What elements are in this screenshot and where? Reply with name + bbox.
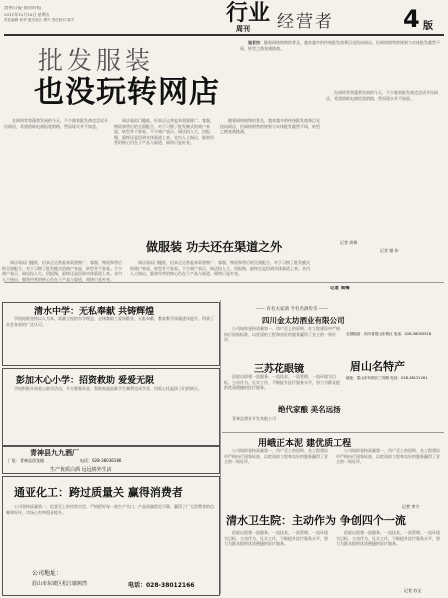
ad-address: 厂址：青神县西龙镇	[8, 458, 44, 463]
article5-body-2: 公司始终坚持质量第一、用户至上的原则，在工程建设中严格执行国家标准，以优质的工程和良好的服务赢得了业主的一致好评。	[336, 448, 440, 465]
date-line: 2011年12月16日 星期五	[4, 12, 50, 17]
editor-note-label: 编者按：	[248, 40, 264, 45]
article4-address-label: 公司地址：	[32, 570, 63, 577]
ad-slogan: 生产优质白酒 远远销外生活	[50, 467, 112, 473]
article4-body	[6, 504, 214, 560]
column-divider	[220, 300, 221, 594]
article5-col-2	[336, 448, 442, 508]
company2-side: 眉山名特产	[350, 360, 405, 373]
article6-col-1	[224, 530, 330, 592]
col-credit: 记者 周梅	[340, 240, 358, 245]
article5-col-1	[224, 448, 330, 508]
article6-body: 医院以创建一流服务、一流技术、一流管理、一流环境为目标，主动作为、扎实工作，不断提升医疗服务水平，努力为群众提供优质便捷的医疗服务。	[224, 530, 328, 547]
article4-address: 眉山市东坡区松江镇树湾	[32, 581, 88, 587]
article6-col-2	[336, 530, 442, 592]
article6-byline: 记者 苏文	[404, 588, 422, 593]
article1-col-1	[2, 260, 122, 300]
article3-text: 学校积极开展爱心助学活动，多方筹集资金，帮助家庭困难学生顺利完成学业，用爱心托起孩子们的明天。	[14, 386, 202, 391]
company2-name: 三苏花眼镜	[254, 364, 304, 375]
article4-title: 通亚化工：跨过质量关 赢得消费者	[14, 486, 183, 499]
company1-name: 四川金太坊酒业有限公司	[262, 316, 345, 325]
company2-text	[224, 374, 342, 400]
article4-phone: 电话：028-38012166	[128, 582, 195, 589]
article2-title: 清水中学：无私奉献 共铸辉煌	[34, 307, 155, 317]
article2-text: 学校始终坚持以人为本、质量立校的办学理念，全体教职工爱岗敬业、无私奉献，教育教学质量逐年提升，得到了社会各界的广泛认可。	[6, 316, 214, 327]
edition-meta: 责任编辑 何华 版式设计 谭兴 责任校对 陈方	[4, 18, 75, 22]
article3-body	[6, 386, 214, 440]
page-number: 4	[403, 5, 420, 33]
masthead-rule	[4, 34, 444, 36]
lead-headline-1: 批发服装	[38, 46, 155, 75]
editor-note-body: 随着网络购物的普及，越来越多的传统批发商将目光投向网店，但网络销售的规则与实体批发截然不同，转型之路充满挑战。	[240, 40, 440, 51]
article6-title: 清水卫生院：主动作为 争创四个一流	[226, 514, 406, 527]
lead-col-1	[4, 118, 108, 278]
paper-info: 贵州日报·商业时报	[4, 6, 42, 11]
company2-body: 医院以创建一流服务、一流技术、一流管理、一流环境为目标，主动作为、扎实工作，不断提升医疗服务水平，努力为群众提供优质便捷的医疗服务。	[224, 374, 340, 391]
company2-info: 地址：眉山市东坡区三苏路 电话：028-38121261	[346, 376, 428, 380]
section-sub: 周刊	[236, 25, 250, 33]
lead-body-text-2: 随着网络购物的普及，越来越多的传统批发商将目光投向网店，但网络销售的规则与实体批发截然不同，转型之路充满挑战。	[220, 118, 320, 135]
divider-2	[222, 432, 444, 433]
slogan2-text	[224, 416, 444, 430]
article1-byline: 记者 周梅	[330, 286, 350, 291]
lead-body-text: 网店看似门槛低，但真正运营起来需要推广、客服、物流和售后的全面配合，对于习惯了批发模式的商户来说，转型并不容易。不少商户表示，网店投入大、回报慢，最终还是回到实体渠道上来。业内人士指出，服装经营的核心仍在于产品与渠道，网络只是补充。	[114, 118, 214, 146]
section-name: 行业	[226, 1, 271, 26]
ad-phone: 电话：028-38036186	[80, 458, 122, 463]
slogan2-body: 青神县酒业开发有限公司	[232, 416, 276, 421]
article1-body-2: 网店看似门槛低，但真正运营起来需要推广、客服、物流和售后的全面配合，对于习惯了批发模式的商户来说，转型并不容易。不少商户表示，网店投入大、回报慢，最终还是回到实体渠道上来。业内人士指出，服装经营的核心仍在于产品与渠道，网络只是补充。	[130, 260, 310, 277]
article5-title: 用峨正本泥 建优质工程	[258, 439, 352, 449]
slogan2: 绝代家酿 美名远扬	[278, 405, 341, 414]
article6-body-2: 医院以创建一流服务、一流技术、一流管理、一流环境为目标，主动作为、扎实工作，不断提升医疗服务水平，努力为群众提供优质便捷的医疗服务。	[336, 530, 440, 547]
article3-title: 彭加木心小学：招资救助 爱爱无限	[16, 376, 155, 386]
article2-body	[6, 316, 214, 360]
article4-text: 公司坚持质量第一、信誉至上的经营宗旨，严格把好每一道生产关口，产品质量稳定可靠，赢得了广大消费者的信赖和好评，市场占有率稳步提升。	[6, 504, 214, 515]
section-title: 经营者	[277, 12, 334, 32]
right-slogan: —— 有名夫家酒 今有名酒传奇 ——	[256, 307, 328, 312]
company1-info: 全国地址：四川省眉山东坡区 电话：028-38055518	[346, 332, 432, 336]
company1-body: 公司始终坚持质量第一、用户至上的原则，在工程建设中严格执行国家标准，以优质的工程和良好的服务赢得了业主的一致好评。	[224, 326, 340, 343]
article5-byline: 记者 李力	[402, 504, 420, 509]
lead-intro-text: 在网络零售蓬勃发展的今天，不少服装批发商也尝试开设网店，希望借助电商拓宽销路，然而现实并不如意。	[4, 118, 108, 129]
article5-body: 公司始终坚持质量第一、用户至上的原则，在工程建设中严格执行国家标准，以优质的工程和良好的服务赢得了业主的一致好评。	[224, 448, 328, 465]
col-credit-2: 记者 谢 伟	[380, 248, 399, 253]
article1-body: 网店看似门槛低，但真正运营起来需要推广、客服、物流和售后的全面配合，对于习惯了批发模式的商户来说，转型并不容易。不少商户表示，网店投入大、回报慢，最终还是回到实体渠道上来。业内人士指出，服装经营的核心仍在于产品与渠道，网络只是补充。	[2, 260, 122, 282]
lead-headline-2: 也没玩转网店	[34, 75, 220, 110]
page-label: 版	[423, 21, 433, 32]
editor-note	[240, 40, 440, 84]
article1-title: 做服装 功夫还在渠道之外	[146, 240, 283, 254]
ad-company: 青神县九九酒厂	[30, 449, 79, 457]
article1-col-2	[130, 260, 310, 296]
lead-body-text-3: 在网络零售蓬勃发展的今天，不少服装批发商也尝试开设网店，希望借助电商拓宽销路，然而现实并不如意。	[326, 90, 438, 101]
